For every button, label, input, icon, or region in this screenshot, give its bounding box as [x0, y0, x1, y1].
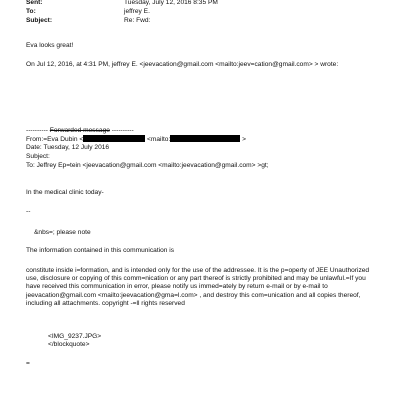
blockquote-close: </blockquote>	[48, 341, 90, 348]
forward-separator	[26, 127, 134, 135]
from-line-mid: <mailto:	[145, 136, 171, 143]
forward-prefix: ----------	[26, 127, 50, 134]
quote-intro: On Jul 12, 2016, at 4:31 PM, jeffrey E. <jeevacation@gmail.com <mailto:jeev=cation@gmail.com> > wrote:	[26, 61, 339, 68]
disclaimer-paragraph: constitute inside i=formation, and is intended only for the use of the addressee. It is the p=operty of JEE Unauthorized use, disclosure or copying of this comm=nication or any part thereof is strictly prohibited and may be unlawful.=If you have received this communication in error, please notify us immed=ately by return e-mail or by e-mail to jeevacation@gmail.com <mailto:jeevacation@gma=l.com> , and destroy this com=unication and all copies thereof, including all attachments. copyright -=ll rights reserved	[26, 267, 370, 307]
subject-value: Re: Fwd:	[124, 17, 151, 24]
from-line	[26, 135, 246, 144]
to-line: To: Jeffrey Ep=tein <jeevacation@gmail.com <mailto:jeevacation@gmail.com> >gt;	[26, 162, 269, 169]
from-line-start: From:=Eva Dubin <	[26, 136, 84, 143]
redaction-box	[83, 135, 145, 142]
subject-label: Subject:	[26, 17, 53, 24]
date-line: Date: Tuesday, 12 July 2016	[26, 144, 110, 151]
clinic-line: In the medical clinic today-	[26, 189, 104, 196]
nbsp-note: &nbs=; please note	[34, 229, 91, 236]
sent-value: Tuesday, July 12, 2016 8:35 PM	[124, 0, 218, 6]
forward-marker: Forwarded message	[49, 127, 110, 134]
redaction-box	[170, 135, 240, 142]
attachment-name: <IMG_9237.JPG>	[48, 333, 102, 340]
to-label: To:	[26, 8, 36, 15]
info-line: The information contained in this communication is	[26, 247, 175, 254]
subject-line: Subject:	[26, 153, 50, 160]
forward-suffix: ----------	[109, 127, 134, 134]
to-value: jeffrey E.	[124, 8, 150, 15]
trailing-char: =	[26, 360, 30, 367]
greeting-text: Eva looks great!	[26, 42, 74, 49]
sent-label: Sent:	[26, 0, 43, 6]
dashes: --	[26, 208, 31, 215]
from-line-end: >	[240, 136, 246, 143]
